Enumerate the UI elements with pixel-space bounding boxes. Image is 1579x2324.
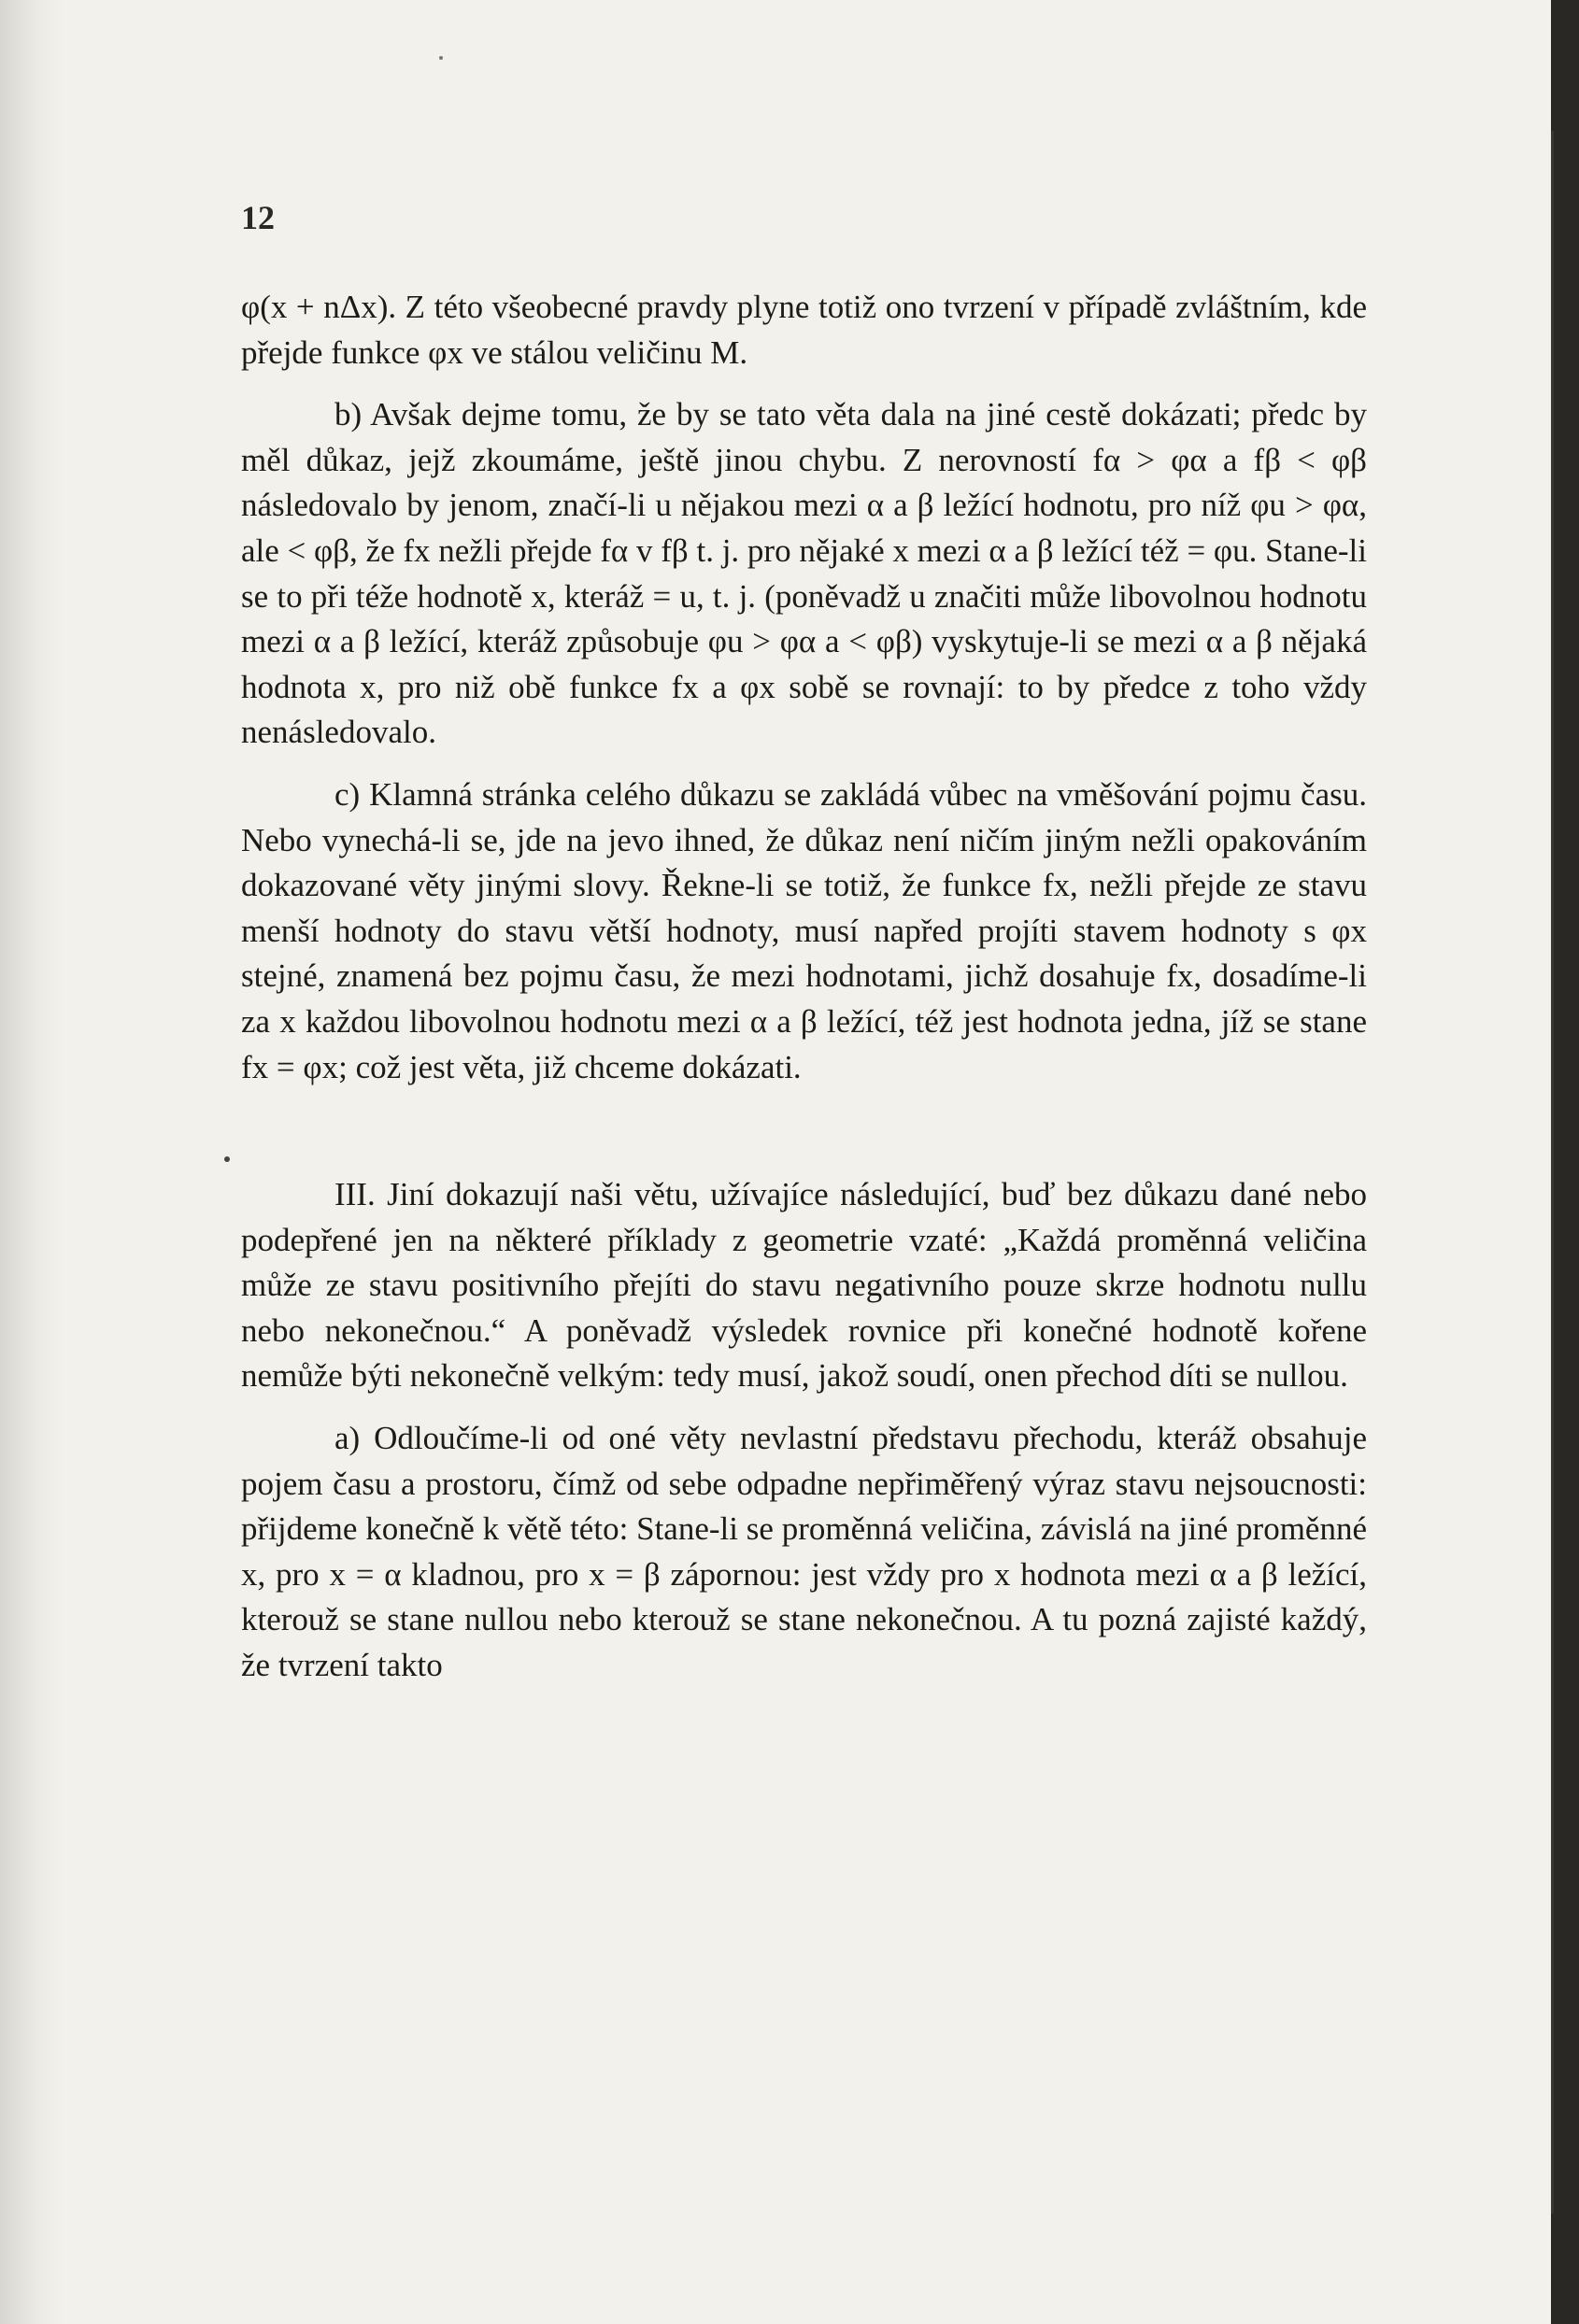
page-number: 12 [241, 199, 275, 236]
paragraph-b: b) Avšak dejme tomu, že by se tato věta dala na jiné cestě dokázati; předc by měl důkaz, jejž zkoumáme, ještě jinou chybu. Z nerovností fα > φα a fβ < φβ následovalo by jenom, značí-li u nějakou mezi α a β ležící hodnotu, pro níž φu > φα, ale < φβ, že fx nežli přejde fα v fβ t. j. pro nějaké x mezi α a β ležící též = φu. Stane-li se to při téže hodnotě x, kteráž = u, t. j. (poněvadž u značiti může libovolnou hodnotu mezi α a β ležící, kteráž způsobuje φu > φα a < φβ) vyskytuje-li se mezi α a β nějaká hodnota x, pro niž obě funkce fx a φx sobě se rovnají: to by předce z toho vždy nenásledovalo. [241, 396, 1367, 751]
margin-dot [224, 1156, 230, 1162]
margin-rule [1551, 131, 1554, 2214]
scan-edge-right [1551, 0, 1579, 2324]
paragraph-a: a) Odloučíme-li od oné věty nevlastní představu přechodu, kteráž obsahuje pojem času a prostoru, čímž od sebe odpadne nepřiměřený výraz stavu nejsoucnosti: přijdeme konečně k větě této: Stane-li se proměnná veličina, závislá na jiné proměnné x, pro x = α kladnou, pro x = β zápornou: jest vždy pro x hodnota mezi α a β ležící, kterouž se stane nullou nebo kterouž se stane nekonečnou. A tu pozná zajisté každý, že tvrzení takto [241, 1420, 1367, 1684]
scan-speck [439, 56, 443, 60]
document-body [241, 285, 1367, 1689]
paragraph-c: c) Klamná stránka celého důkazu se zakládá vůbec na vměšování pojmu času. Nebo vynechá-li se, jde na jevo ihned, že důkaz není ničím jiným nežli opakováním dokazované věty jinými slovy. Řekne-li se totiž, že funkce fx, nežli přejde ze stavu menší hodnoty do stavu větší hodnoty, musí napřed projíti stavem hodnoty s φx stejné, znamená bez pojmu času, že mezi hodnotami, jichž dosahuje fx, dosadíme-li za x každou libovolnou hodnotu mezi α a β ležící, též jest hodnota jedna, jíž se stane fx = φx; což jest věta, již chceme dokázati. [241, 775, 1367, 1085]
paragraph-section-iii: III. Jiní dokazují naši větu, užívajíce následující, buď bez důkazu dané nebo podepřené jen na některé příklady z geometrie vzaté: „Každá proměnná veličina může ze stavu positivního přejíti do stavu negativního pouze skrze hodnotu nullu nebo nekonečnou.“ A poněvadž výsledek rovnice při konečné hodnotě kořene nemůže býti nekonečně velkým: tedy musí, jakož soudí, onen přechod díti se nullou. [241, 1176, 1367, 1395]
paragraph-continuation: φ(x + nΔx). Z této všeobecné pravdy plyne totiž ono tvrzení v případě zvláštním, kde přejde funkce φx ve stálou veličinu M. [241, 289, 1367, 371]
scan-shadow-left [0, 0, 65, 2324]
